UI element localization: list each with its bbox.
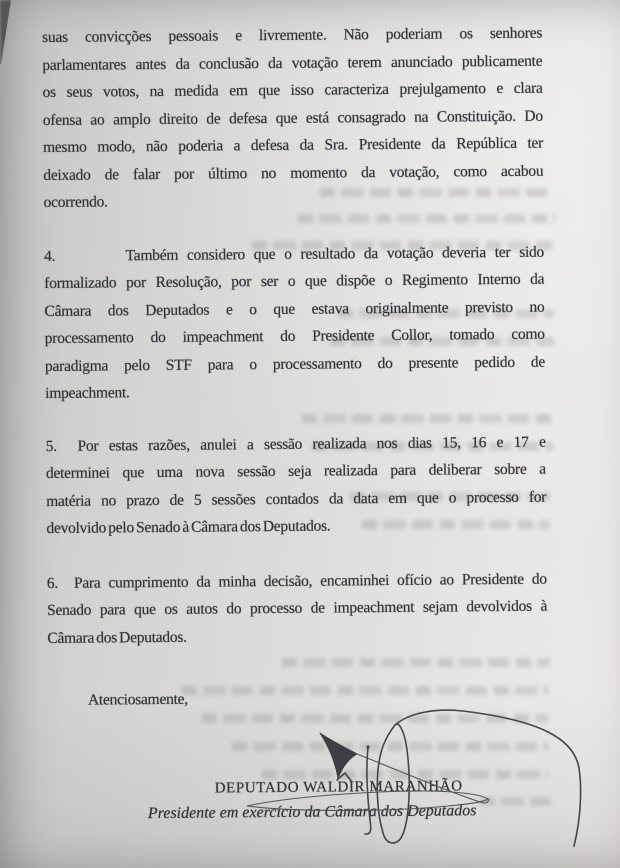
closing-salutation: Atenciosamente,	[87, 690, 188, 709]
document-line: ofensa ao amplo direito de defesa que está consagrado na Constituição. Do	[42, 107, 543, 129]
document-line: 5. Por estas razões, anulei a sessão realizada nos dias 15, 16 e 17 e	[45, 433, 546, 455]
document-line: parlamentares antes da conclusão da votação terem anunciado publicamente	[42, 52, 543, 74]
paragraph	[42, 20, 544, 217]
signature-scribble	[238, 698, 598, 863]
paragraph	[44, 238, 545, 407]
document-line: devolvido pelo Senado à Câmara dos Deputados.	[46, 517, 331, 537]
document-line: paradigma pelo STF para o processamento do presente pedido de	[44, 353, 546, 375]
document-line: Câmara dos Deputados e o que estava originalmente previsto no	[44, 298, 545, 320]
document-line: processamento do impeachment do Presidente Collor, tomado como	[44, 325, 545, 347]
document-line: os seus votos, na medida em que isso caracteriza prejulgamento e clara	[42, 79, 543, 101]
document-line: formalizado por Resolução, por ser o que dispõe o Regimento Interno da	[44, 270, 545, 292]
signatory-title: Presidente em exercício da Câmara dos Deputados	[147, 802, 477, 823]
document-line: Câmara dos Deputados.	[47, 628, 187, 647]
page-corner-shadow	[0, 0, 14, 66]
document-line: Senado para que os autos do processo de impeachment sejam devolvidos à	[47, 597, 548, 619]
document-line: mesmo modo, não poderia a defesa da Sra. Presidente da República ter	[43, 134, 544, 156]
document-line: determinei que uma nova sessão seja realizada para deliberar sobre a	[45, 460, 546, 482]
document-line: suas convicções pessoais e livremente. Não poderiam os senhores	[42, 24, 543, 46]
paragraph	[46, 428, 547, 542]
document-line: 4. Também considero que o resultado da votação deveria ter sido	[43, 243, 545, 265]
document-line: deixado de falar por último no momento da votação, como acabou	[43, 162, 544, 184]
signatory-name: DEPUTADO WALDIR MARANHÃO	[214, 777, 463, 797]
document-line: ocorrendo.	[43, 193, 108, 211]
document-line: impeachment.	[45, 384, 130, 402]
document-line: 6. Para cumprimento da minha decisão, encaminhei ofício ao Presidente do	[46, 570, 547, 592]
document-line: matéria no prazo de 5 sessões contados da data em que o processo for	[46, 488, 547, 510]
paragraph	[47, 565, 548, 652]
